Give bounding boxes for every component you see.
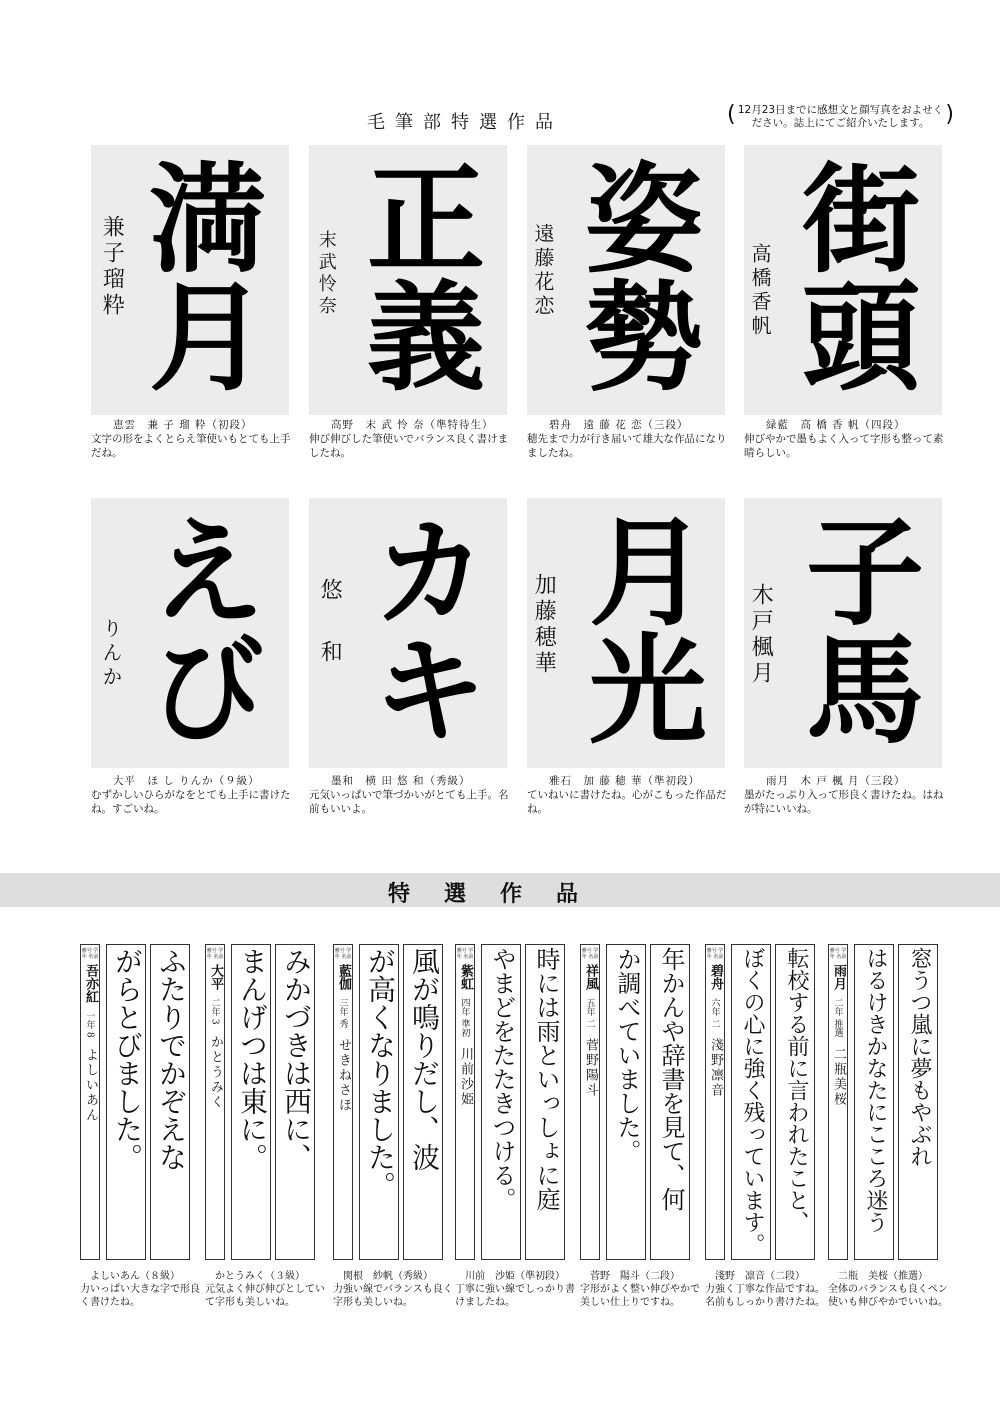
calligraphy-caption — [309, 418, 509, 460]
pen-work-sheet — [333, 944, 445, 1260]
pen-work-sheet — [580, 944, 692, 1260]
writing-column: みかづきは西に、 — [275, 944, 315, 1260]
writing-column: まんげつは東に。 — [231, 944, 271, 1260]
name-strip — [705, 944, 725, 1260]
teacher-comment: 全体のバランスも良くペン使いも伸びやかでいいね。 — [828, 1284, 948, 1308]
writing-column: 風が鳴りだし、波 — [403, 944, 443, 1260]
teacher-comment: 穂先まで力が行き届いて雄大な作品になりましたね。 — [527, 433, 727, 459]
notice-text: ( 12月23日までに感想文と顔写真をおよせください。誌上にてご紹介いたします。 ) — [733, 104, 948, 130]
strip-label: 雅号 学年 名前 — [706, 948, 724, 960]
class-name: 大平 — [208, 964, 223, 990]
student-name: 恵雲 兼 子 瑠 粋（初段） — [113, 419, 253, 431]
calligraphy-card — [91, 145, 289, 415]
calligraphy-caption — [91, 774, 291, 816]
page-title: 毛筆部特選作品 — [367, 112, 563, 133]
pen-caption — [333, 1270, 453, 1309]
strip-label: 雅号 学年 名前 — [829, 948, 847, 960]
class-name: 祥風 — [583, 964, 598, 990]
writing-column: ふたりでかぞえな — [150, 944, 190, 1260]
teacher-comment: 力いっぱい大きな字で形良く書けたね。 — [80, 1284, 200, 1308]
teacher-comment: 伸びやかで墨もよく入って字形も整って素晴らしい。 — [744, 433, 944, 459]
calligraphy-card — [744, 498, 942, 768]
writing-column: か調べていました。 — [606, 944, 646, 1260]
calligraphy-characters: 街頭 — [782, 157, 921, 393]
student-name: 雅石 加 藤 穂 華（準初段） — [549, 775, 701, 787]
calligraphy-card — [527, 145, 725, 415]
class-name: 碧舟 — [708, 964, 723, 990]
grade: 一年 8 — [84, 1011, 95, 1038]
student-name: 雨月 木 戸 楓 月（三段） — [766, 775, 906, 787]
teacher-comment: 元気よく伸び伸びとしていて字形も美しいね。 — [205, 1284, 325, 1308]
pen-caption — [705, 1270, 825, 1309]
calligraphy-card — [309, 145, 507, 415]
class-name: 吾亦紅 — [83, 964, 98, 1003]
grade: 五年 二 — [584, 998, 595, 1028]
name-strip — [455, 944, 475, 1260]
calligraphy-card — [91, 498, 289, 768]
calligraphy-characters: 子馬 — [786, 510, 925, 746]
section-title: 特選作品 — [387, 882, 612, 907]
student-name: 碧舟 遠 藤 花 恋（三段） — [549, 419, 689, 431]
calligraphy-card — [309, 498, 507, 768]
grade: 四年 準初 — [459, 998, 470, 1037]
teacher-comment: 元気いっぱいで筆づかいがとても上手。名前もいいよ。 — [309, 789, 509, 815]
strip-label: 雅号 学年 名前 — [206, 948, 224, 960]
student-name: 高野 末 武 怜 奈（準特待生） — [331, 419, 494, 431]
calligraphy-characters: えび — [129, 510, 268, 746]
student-name: 淺野 凛音（二段） — [715, 1271, 805, 1282]
calligraphy-signature: 末武怜奈 — [315, 230, 337, 318]
student-name: よしいあん（８級） — [90, 1271, 180, 1282]
pen-caption — [205, 1270, 325, 1309]
calligraphy-characters: カキ — [351, 510, 490, 746]
writing-column: 時には雨といっしょに庭 — [525, 944, 565, 1260]
student-signature: 二瓶美桜 — [831, 1046, 846, 1107]
calligraphy-signature: りんか — [99, 618, 123, 690]
teacher-comment: 伸び伸びした筆使いでバランス良く書けましたね。 — [309, 433, 509, 459]
student-name: 緑藍 高 橋 香 帆（四段） — [766, 419, 906, 431]
pen-caption — [828, 1270, 948, 1309]
calligraphy-signature: 悠和 — [317, 578, 343, 702]
class-name: 紫虹 — [458, 964, 473, 990]
name-strip — [580, 944, 600, 1260]
calligraphy-caption — [91, 418, 291, 460]
teacher-comment: 力強く丁寧な作品ですね。名前もしっかり書けたね。 — [705, 1284, 825, 1308]
pen-work-sheet — [455, 944, 567, 1260]
name-strip — [205, 944, 225, 1260]
calligraphy-caption — [744, 418, 944, 460]
strip-label: 雅号 学年 名前 — [456, 948, 474, 960]
grade: 二年 3 — [209, 998, 220, 1025]
calligraphy-caption — [744, 774, 944, 816]
calligraphy-caption — [527, 774, 727, 816]
pen-work-sheet — [80, 944, 192, 1260]
student-signature: 菅野陽斗 — [583, 1037, 598, 1098]
strip-label: 雅号 学年 名前 — [334, 948, 352, 960]
student-name: 二瓶 美桜（推選） — [838, 1271, 928, 1282]
student-signature: かとうみく — [208, 1034, 223, 1110]
pen-caption — [580, 1270, 700, 1309]
grade: 三年 秀 — [337, 998, 348, 1028]
writing-column: がらとびました。 — [106, 944, 146, 1260]
teacher-comment: 力強い線でバランスも良く字形も美しいね。 — [333, 1284, 453, 1308]
pen-caption — [80, 1270, 200, 1309]
student-signature: 川前沙姫 — [458, 1046, 473, 1107]
teacher-comment: 文字の形をよくとらえ筆使いもとても上手だね。 — [91, 433, 291, 459]
teacher-comment: むずかしいひらがなをとても上手に書けたね。すごいね。 — [91, 789, 291, 815]
grade: 六年 二 — [709, 998, 720, 1028]
student-signature: よしいあん — [83, 1047, 98, 1123]
calligraphy-caption — [309, 774, 509, 816]
calligraphy-signature: 高橋香帆 — [748, 243, 772, 339]
teacher-comment: ていねいに書けたね。心がこもった作品だね。 — [527, 789, 727, 815]
student-signature: 淺野凛音 — [708, 1037, 723, 1098]
calligraphy-signature: 遠藤花恋 — [531, 223, 555, 319]
writing-column: はるけきかなたにこころ迷う — [854, 944, 894, 1260]
grade: 二年 推選 — [832, 998, 843, 1037]
student-name: 大平 ほ し りんか（９級） — [113, 775, 260, 787]
student-name: 関根 紗帆（秀級） — [343, 1271, 433, 1282]
pen-work-sheet — [205, 944, 317, 1260]
writing-column: 年かんや辞書を見て、何 — [650, 944, 690, 1260]
pen-work-sheet — [705, 944, 817, 1260]
teacher-comment: 字形がよく整い伸びやかで美しい仕上りですね。 — [580, 1284, 700, 1308]
calligraphy-characters: 姿勢 — [565, 157, 704, 393]
calligraphy-signature: 兼子瑠粋 — [99, 215, 125, 319]
calligraphy-signature: 加藤穂華 — [531, 573, 557, 677]
strip-label: 雅号 学年 名前 — [81, 948, 99, 960]
calligraphy-characters: 満月 — [129, 157, 268, 393]
writing-column: 転校する前に言われたこと、 — [775, 944, 815, 1260]
student-signature: せきねさほ — [336, 1037, 351, 1113]
name-strip — [828, 944, 848, 1260]
calligraphy-characters: 月光 — [569, 510, 708, 746]
student-name: 墨和 横 田 悠 和（秀級） — [331, 775, 471, 787]
calligraphy-signature: 木戸楓月 — [748, 583, 774, 687]
class-name: 雨月 — [831, 964, 846, 990]
calligraphy-card — [527, 498, 725, 768]
class-name: 藍伽 — [336, 964, 351, 990]
calligraphy-characters: 正義 — [347, 157, 486, 393]
teacher-comment: 墨がたっぷり入って形良く書けたね。はねが特にいいね。 — [744, 789, 944, 815]
writing-column: やまどをたたきつける。 — [481, 944, 521, 1260]
calligraphy-caption — [527, 418, 727, 460]
teacher-comment: 丁寧に強い線でしっかり書けましたね。 — [455, 1284, 575, 1308]
student-name: かとうみく（３級） — [215, 1271, 305, 1282]
strip-label: 雅号 学年 名前 — [581, 948, 599, 960]
pen-work-sheet — [828, 944, 940, 1260]
calligraphy-card — [744, 145, 942, 415]
writing-column: 窓うつ嵐に夢もやぶれ — [898, 944, 938, 1260]
student-name: 川前 沙姫（準初段） — [465, 1271, 565, 1282]
writing-column: が高くなりました。 — [359, 944, 399, 1260]
writing-column: ぼくの心に強く残っています。 — [731, 944, 771, 1260]
student-name: 菅野 陽斗（二段） — [590, 1271, 680, 1282]
name-strip — [80, 944, 100, 1260]
pen-caption — [455, 1270, 575, 1309]
name-strip — [333, 944, 353, 1260]
section-band — [0, 873, 1000, 907]
